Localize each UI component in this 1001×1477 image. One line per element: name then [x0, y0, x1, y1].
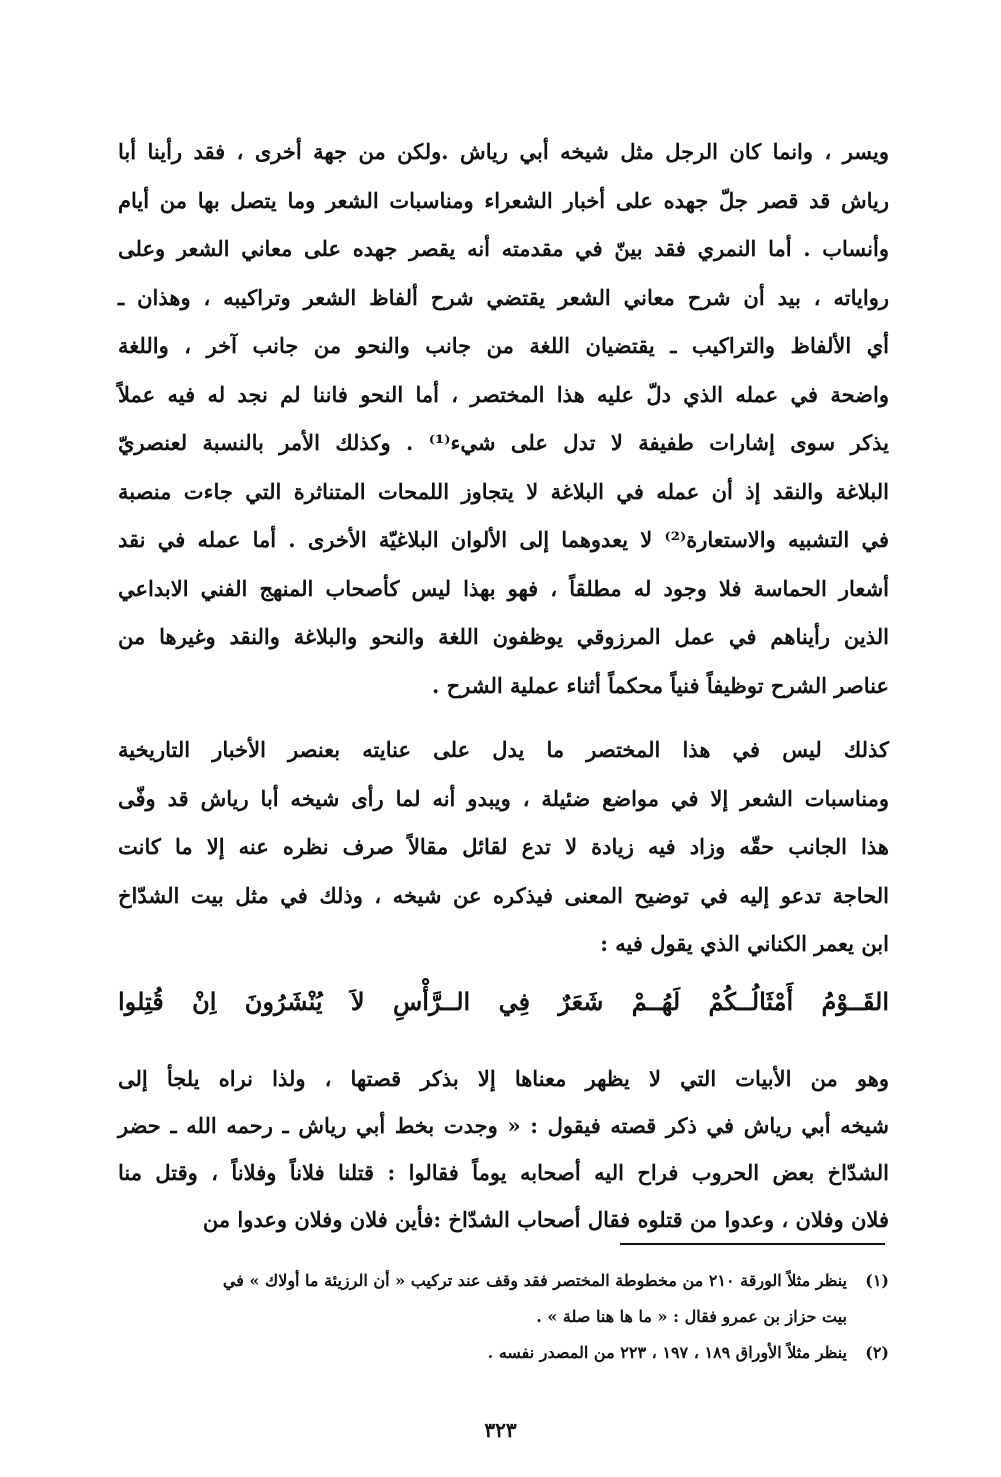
verse-word: قُتِلوا — [118, 986, 164, 1016]
text-line: وهو من الأبيات التي لا يظهر معناها إلا بذكر قصتها ، ولذا نراه يلجأ إلى — [118, 1065, 889, 1091]
text-line: ومناسبات الشعر إلا في مواضع ضئيلة ، ويبدو أنه لما رأى شيخه أبا رياش قد وفّى — [118, 785, 889, 811]
text-line: الشدّاخ بعض الحروب فراح اليه أصحابه يوماً فقالوا : قتلنا فلاناً وفلاناً ، وقتل منا — [118, 1159, 889, 1185]
verse-word: اِنْ — [192, 986, 217, 1016]
text-line: أشعار الحماسة فلا وجود له مطلقاً ، فهو بهذا ليس كأصحاب المنهج الفني الابداعي — [118, 575, 889, 601]
footnote-line: ينظر مثلاً الأوراق ١٨٩ ، ١٩٧ ، ٢٢٣ من المصدر نفسه . — [487, 1343, 847, 1362]
text-line: وأنساب . أما النمري فقد بينّ في مقدمته أنه يقصر جهده على معاني الشعر وعلى — [118, 236, 889, 261]
footnote-line: ينظر مثلاً الورقة ٢١٠ من مخطوطة المختصر فقد وقف عند تركيب « أن الرزيئة ما أولاك » في — [222, 1271, 847, 1290]
paragraph-2 — [118, 726, 889, 969]
text-line: رواياته ، بيد أن شرح معاني الشعر يقتضي شرح ألفاظ الشعر وتراكيبه ، وهذان ـ — [118, 284, 889, 310]
paragraph-3 — [118, 1055, 889, 1243]
footnote — [118, 1335, 889, 1371]
footnote — [118, 1263, 889, 1335]
footnote-text — [118, 1335, 847, 1371]
text-line: كذلك ليس في هذا المختصر ما يدل على عنايته بعنصر الأخبار التاريخية — [118, 737, 889, 762]
text-line: عناصر الشرح توظيفاً فنياً محكماً أثناء عملية الشرح . — [431, 672, 889, 698]
text-line: يذكر سوى إشارات طفيفة لا تدل على شيء⁽¹⁾ . وكذلك الأمر بالنسبة لعنصريّ — [118, 430, 889, 455]
footnote-number: (١) — [865, 1271, 889, 1290]
verse-word: القَــوْمُ — [821, 986, 889, 1016]
verse-word: أَمْثَالُــكُمْ — [708, 986, 794, 1016]
text-line: أي الألفاظ والتراكيب ـ يقتضيان اللغة من جانب والنحو من جانب آخر ، واللغة — [118, 333, 889, 358]
verse-word: لَهُــمْ — [631, 986, 681, 1016]
footnotes — [118, 1263, 889, 1371]
paragraph-1 — [118, 128, 889, 710]
verse-word: يُنْشَرُونَ — [244, 986, 323, 1016]
text-line: هذا الجانب حقّه وزاد فيه زيادة لا تدع لقائل مقالاً صرف نظره عنه إلا ما كانت — [118, 834, 889, 859]
verse-word: شَعَرٌ — [558, 986, 604, 1016]
footnote-line: بيت حزاز بن عمرو فقال : « ما ها هنا صلة » . — [536, 1307, 847, 1326]
verse-word: لاَ — [350, 986, 365, 1016]
text-line: في التشبيه والاستعارة⁽²⁾ لا يعدوهما إلى الألوان البلاغيّة الأخرى . أما عمله في نقد — [118, 527, 889, 552]
text-line: واضحة في عمله الذي دلّ عليه هذا المختصر ، أما النحو فاننا لم نجد له فيه عملاً — [118, 381, 889, 407]
poem-verse — [118, 987, 889, 1041]
page-number: ٣٢٣ — [484, 1418, 517, 1442]
footnote-number: (٢) — [865, 1343, 889, 1362]
footnote-divider — [620, 1243, 885, 1245]
verse-word: الــرَّأْسِ — [392, 986, 471, 1016]
verse-word: فِي — [498, 986, 531, 1016]
text-line: الذين رأيناهم في عمل المرزوقي يوظفون اللغة والنحو والبلاغة والنقد وغيرها من — [118, 624, 889, 649]
text-line: رياش قد قصر جلّ جهده على أخبار الشعراء ومناسبات الشعر وما يتصل بها من أيام — [118, 187, 889, 213]
text-line: فلان وفلان ، وعدوا من قتلوه فقال أصحاب الشدّاخ :فأين فلان وفلان وعدوا من — [202, 1206, 889, 1232]
text-line: ابن يعمر الكناني الذي يقول فيه : — [600, 931, 889, 956]
text-line: شيخه أبي رياش في ذكر قصته فيقول : « وجدت بخط أبي رياش ـ رحمه الله ـ حضر — [118, 1112, 889, 1138]
text-line: الحاجة تدعو إليه في توضيح المعنى فيذكره عن شيخه ، وذلك في مثل بيت الشدّاخ — [118, 882, 889, 908]
text-line: البلاغة والنقد إذ أن عمله في البلاغة لا يتجاوز اللمحات المتناثرة التي جاءت منصبة — [118, 478, 889, 504]
text-line: ويسر ، وانما كان الرجل مثل شيخه أبي رياش .ولكن من جهة أخرى ، فقد رأينا أبا — [118, 139, 889, 164]
main-text — [118, 128, 889, 1243]
footnote-text — [118, 1263, 847, 1335]
